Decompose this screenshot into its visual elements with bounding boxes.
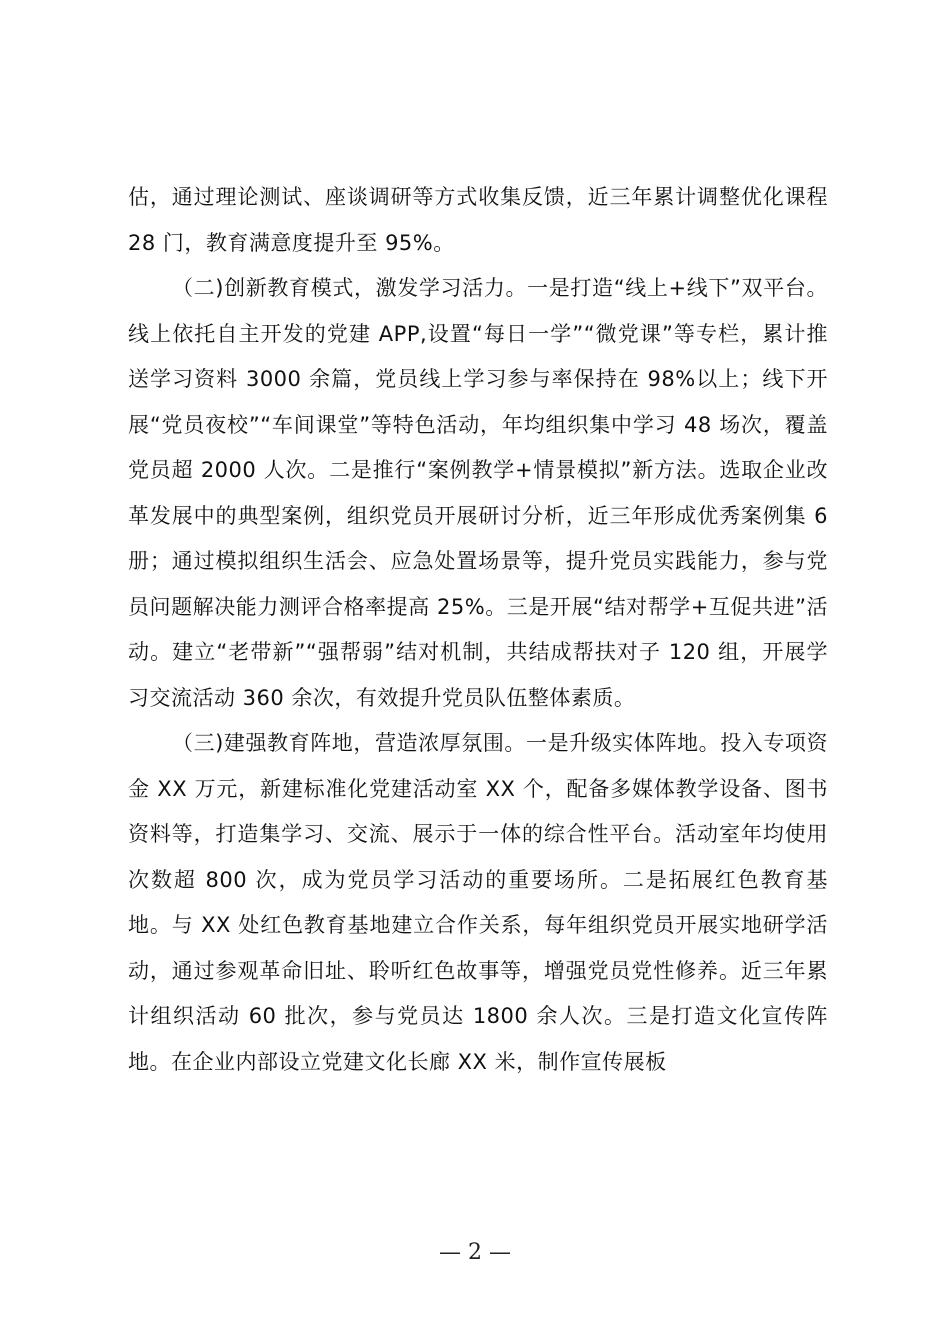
- page-number: — 2 —: [439, 1240, 511, 1265]
- paragraph-1: [128, 175, 828, 266]
- paragraph-2-text: 一是打造“线上+线下”双平台。线上依托自主开发的党建 APP,设置“每日一学”“微党课”等专栏，累计推送学习资料 3000 余篇，党员线上学习参与率保持在 98%以上；线下开展“党员夜校”“车间课堂”等特色活动，年均组织集中学习 48 场次，覆盖党员超 2000 人次。二是推行“案例教学+情景模拟”新方法。选取企业改革发展中的典型案例，组织党员开展研讨分析，近三年形成优秀案例集 6 册；通过模拟组织生活会、应急处置场景等，提升党员实践能力，参与党员问题解决能力测评合格率提高 25%。三是开展“结对帮学+互促共进”活动。建立“老带新”“强帮弱”结对机制，共结成帮扶对子 120 组，开展学习交流活动 360 余次，有效提升党员队伍整体素质。: [128, 276, 828, 710]
- paragraph-3-heading: （三)建强教育阵地，营造浓厚氛围。: [172, 731, 526, 755]
- paragraph-3: [128, 721, 828, 1085]
- paragraph-2-heading: （二)创新教育模式，激发学习活力。: [172, 276, 528, 300]
- paragraph-2: [128, 266, 828, 721]
- document-body: [128, 175, 828, 1085]
- paragraph-3-text: 一是升级实体阵地。投入专项资金 XX 万元，新建标准化党建活动室 XX 个，配备多媒体教学设备、图书资料等，打造集学习、交流、展示于一体的综合性平台。活动室年均使用次数超 800 次，成为党员学习活动的重要场所。二是拓展红色教育基地。与 XX 处红色教育基地建立合作关系，每年组织党员开展实地研学活动，通过参观革命旧址、聆听红色故事等，增强党员党性修养。近三年累计组织活动 60 批次，参与党员达 1800 余人次。三是打造文化宣传阵地。在企业内部设立党建文化长廊 XX 米，制作宣传展板: [128, 731, 828, 1074]
- paragraph-1-text: 估，通过理论测试、座谈调研等方式收集反馈，近三年累计调整优化课程 28 门，教育满意度提升至 95%。: [128, 185, 828, 255]
